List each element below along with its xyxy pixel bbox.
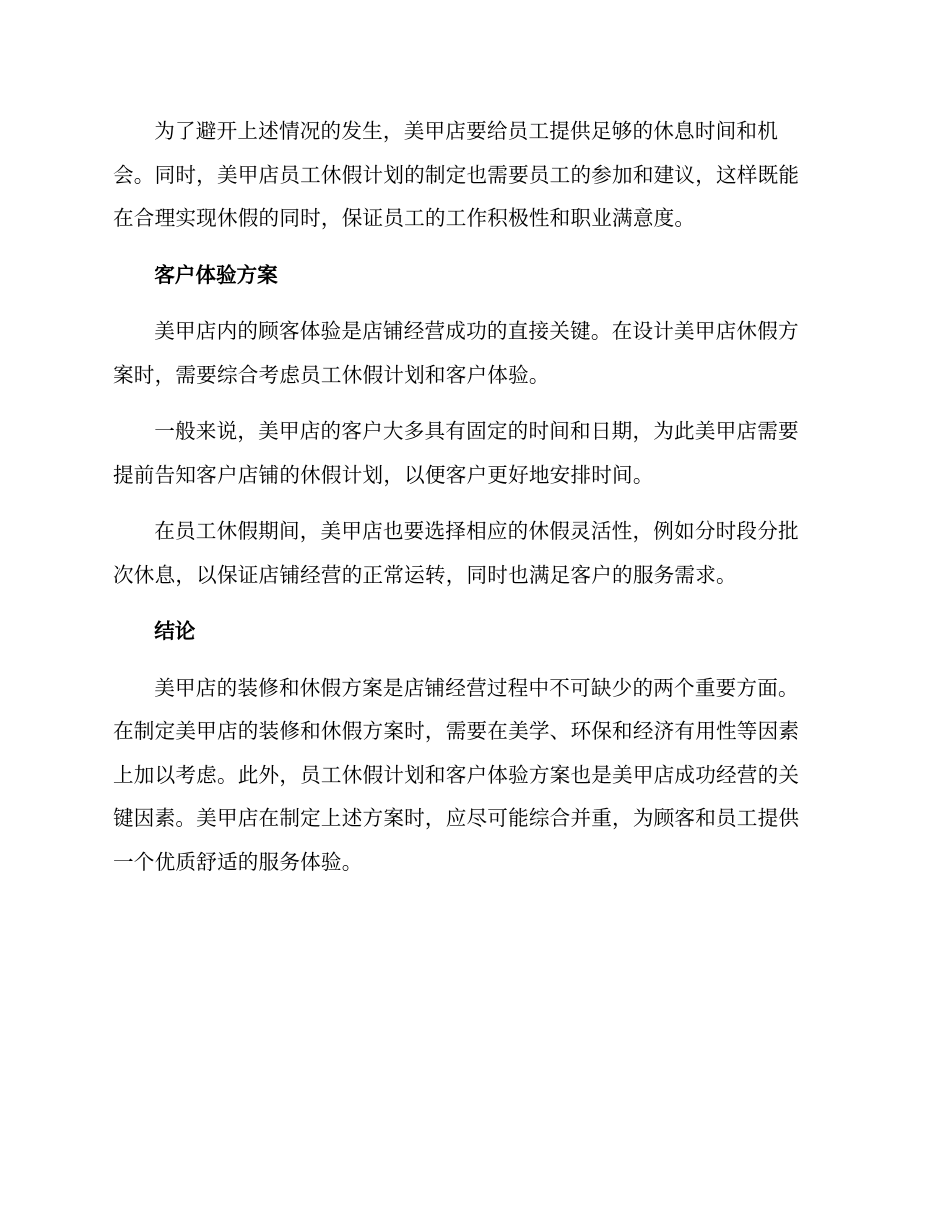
- text-line: 案时，需要综合考虑员工休假计划和客户体验。: [113, 362, 550, 387]
- text-line: 为了避开上述情况的发生，美甲店要给员工提供足够的休息时间和机: [154, 119, 778, 143]
- paragraph-flexible-leave: [113, 510, 829, 597]
- document-page: [113, 110, 829, 897]
- section-heading-customer-experience: 客户体验方案: [154, 262, 278, 287]
- text-line: 上加以考虑。此外，员工休假计划和客户体验方案也是美甲店成功经营的关: [113, 762, 800, 787]
- text-line: 美甲店的装修和休假方案是店铺经营过程中不可缺少的两个重要方面。: [154, 675, 799, 700]
- paragraph-staff-rest: [113, 110, 829, 241]
- text-line: 提前告知客户店铺的休假计划，以便客户更好地安排时间。: [113, 462, 654, 487]
- section-heading-conclusion: 结论: [154, 619, 196, 643]
- paragraph-conclusion: [113, 667, 829, 885]
- text-line: 键因素。美甲店在制定上述方案时，应尽可能综合并重，为顾客和员工提供: [113, 806, 800, 830]
- paragraph-customer-experience: [113, 310, 829, 397]
- paragraph-fixed-schedule: [113, 410, 829, 497]
- text-line: 在合理实现休假的同时，保证员工的工作积极性和职业满意度。: [113, 206, 696, 230]
- text-line: 美甲店内的顾客体验是店铺经营成功的直接关键。在设计美甲店休假方: [154, 319, 799, 343]
- text-line: 在制定美甲店的装修和休假方案时，需要在美学、环保和经济有用性等因素: [113, 719, 800, 743]
- text-line: 在员工休假期间，美甲店也要选择相应的休假灵活性，例如分时段分批: [154, 519, 799, 543]
- text-line: 会。同时，美甲店员工休假计划的制定也需要员工的参加和建议，这样既能: [113, 162, 800, 187]
- text-line: 一般来说，美甲店的客户大多具有固定的时间和日期，为此美甲店需要: [154, 419, 799, 443]
- text-line: 一个优质舒适的服务体验。: [113, 849, 363, 874]
- text-line: 次休息，以保证店铺经营的正常运转，同时也满足客户的服务需求。: [113, 562, 737, 587]
